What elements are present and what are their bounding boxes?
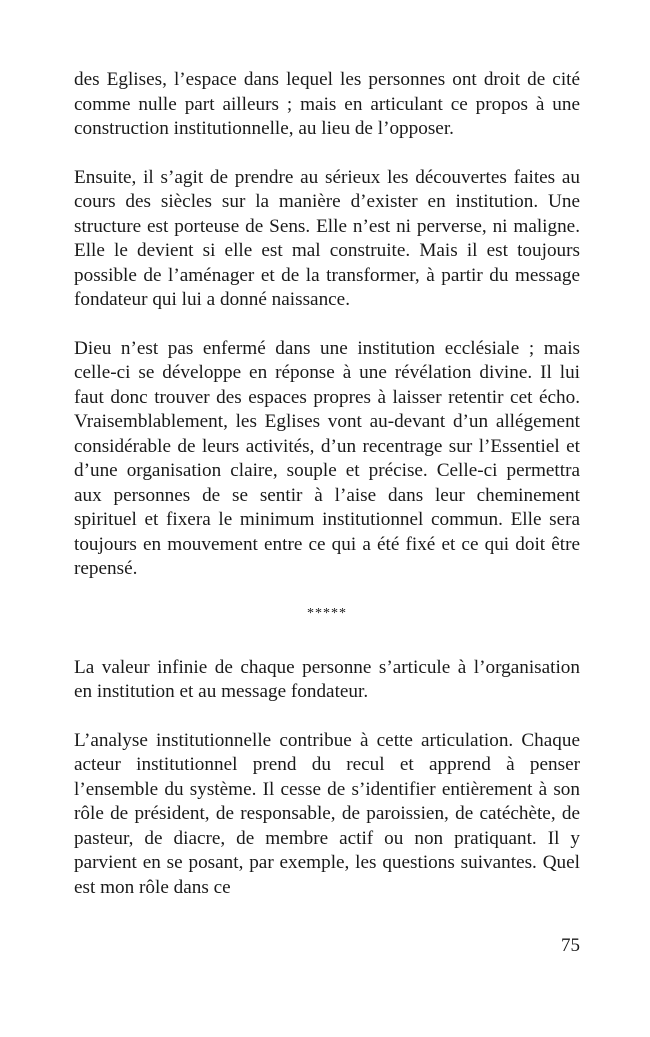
page-body [74, 68, 580, 924]
paragraph-3: Dieu n’est pas enfermé dans une institution ecclésiale ; mais celle-ci se développe en réponse à une révélation divine. Il lui faut donc trouver des espaces propres à laisser retentir cet écho. Vraisemblablement, les Eglises vont au-devant d’un allégement considérable de leurs activités, d’un recentrage sur l’Essentiel et d’une organisation claire, souple et précise. Celle-ci permettra aux personnes de se sentir à l’aise dans leur cheminement spirituel et fixera le minimum institutionnel commun. Elle sera toujours en mouvement entre ce qui a été fixé et ce qui doit être repensé. [74, 337, 580, 579]
section-separator: ***** [307, 605, 347, 621]
paragraph-2: Ensuite, il s’agit de prendre au sérieux les découvertes faites au cours des siècles sur la manière d’exister en institution. Une structure est porteuse de Sens. Elle n’est ni perverse, ni maligne. Elle le devient si elle est mal construite. Mais il est toujours possible de l’aménager et de la transformer, à partir du message fondateur qui lui a donné naissance. [74, 166, 580, 310]
paragraph-1: des Eglises, l’espace dans lequel les personnes ont droit de cité comme nulle part ailleurs ; mais en articulant ce propos à une construction institutionnelle, au lieu de l’opposer. [74, 69, 580, 139]
paragraph-5: L’analyse institutionnelle contribue à cette articulation. Chaque acteur institutionnel prend du recul et apprend à penser l’ensemble du système. Il cesse de s’identifier entièrement à son rôle de président, de responsable, de paroissien, de catéchète, de pasteur, de diacre, de membre actif ou non pratiquant. Il y parvient en se posant, par exemple, les questions suivantes. Quel est mon rôle dans ce [74, 729, 580, 898]
page-number: 75 [561, 935, 580, 956]
paragraph-4: La valeur infinie de chaque personne s’articule à l’organisation en institution et au message fondateur. [74, 656, 580, 702]
